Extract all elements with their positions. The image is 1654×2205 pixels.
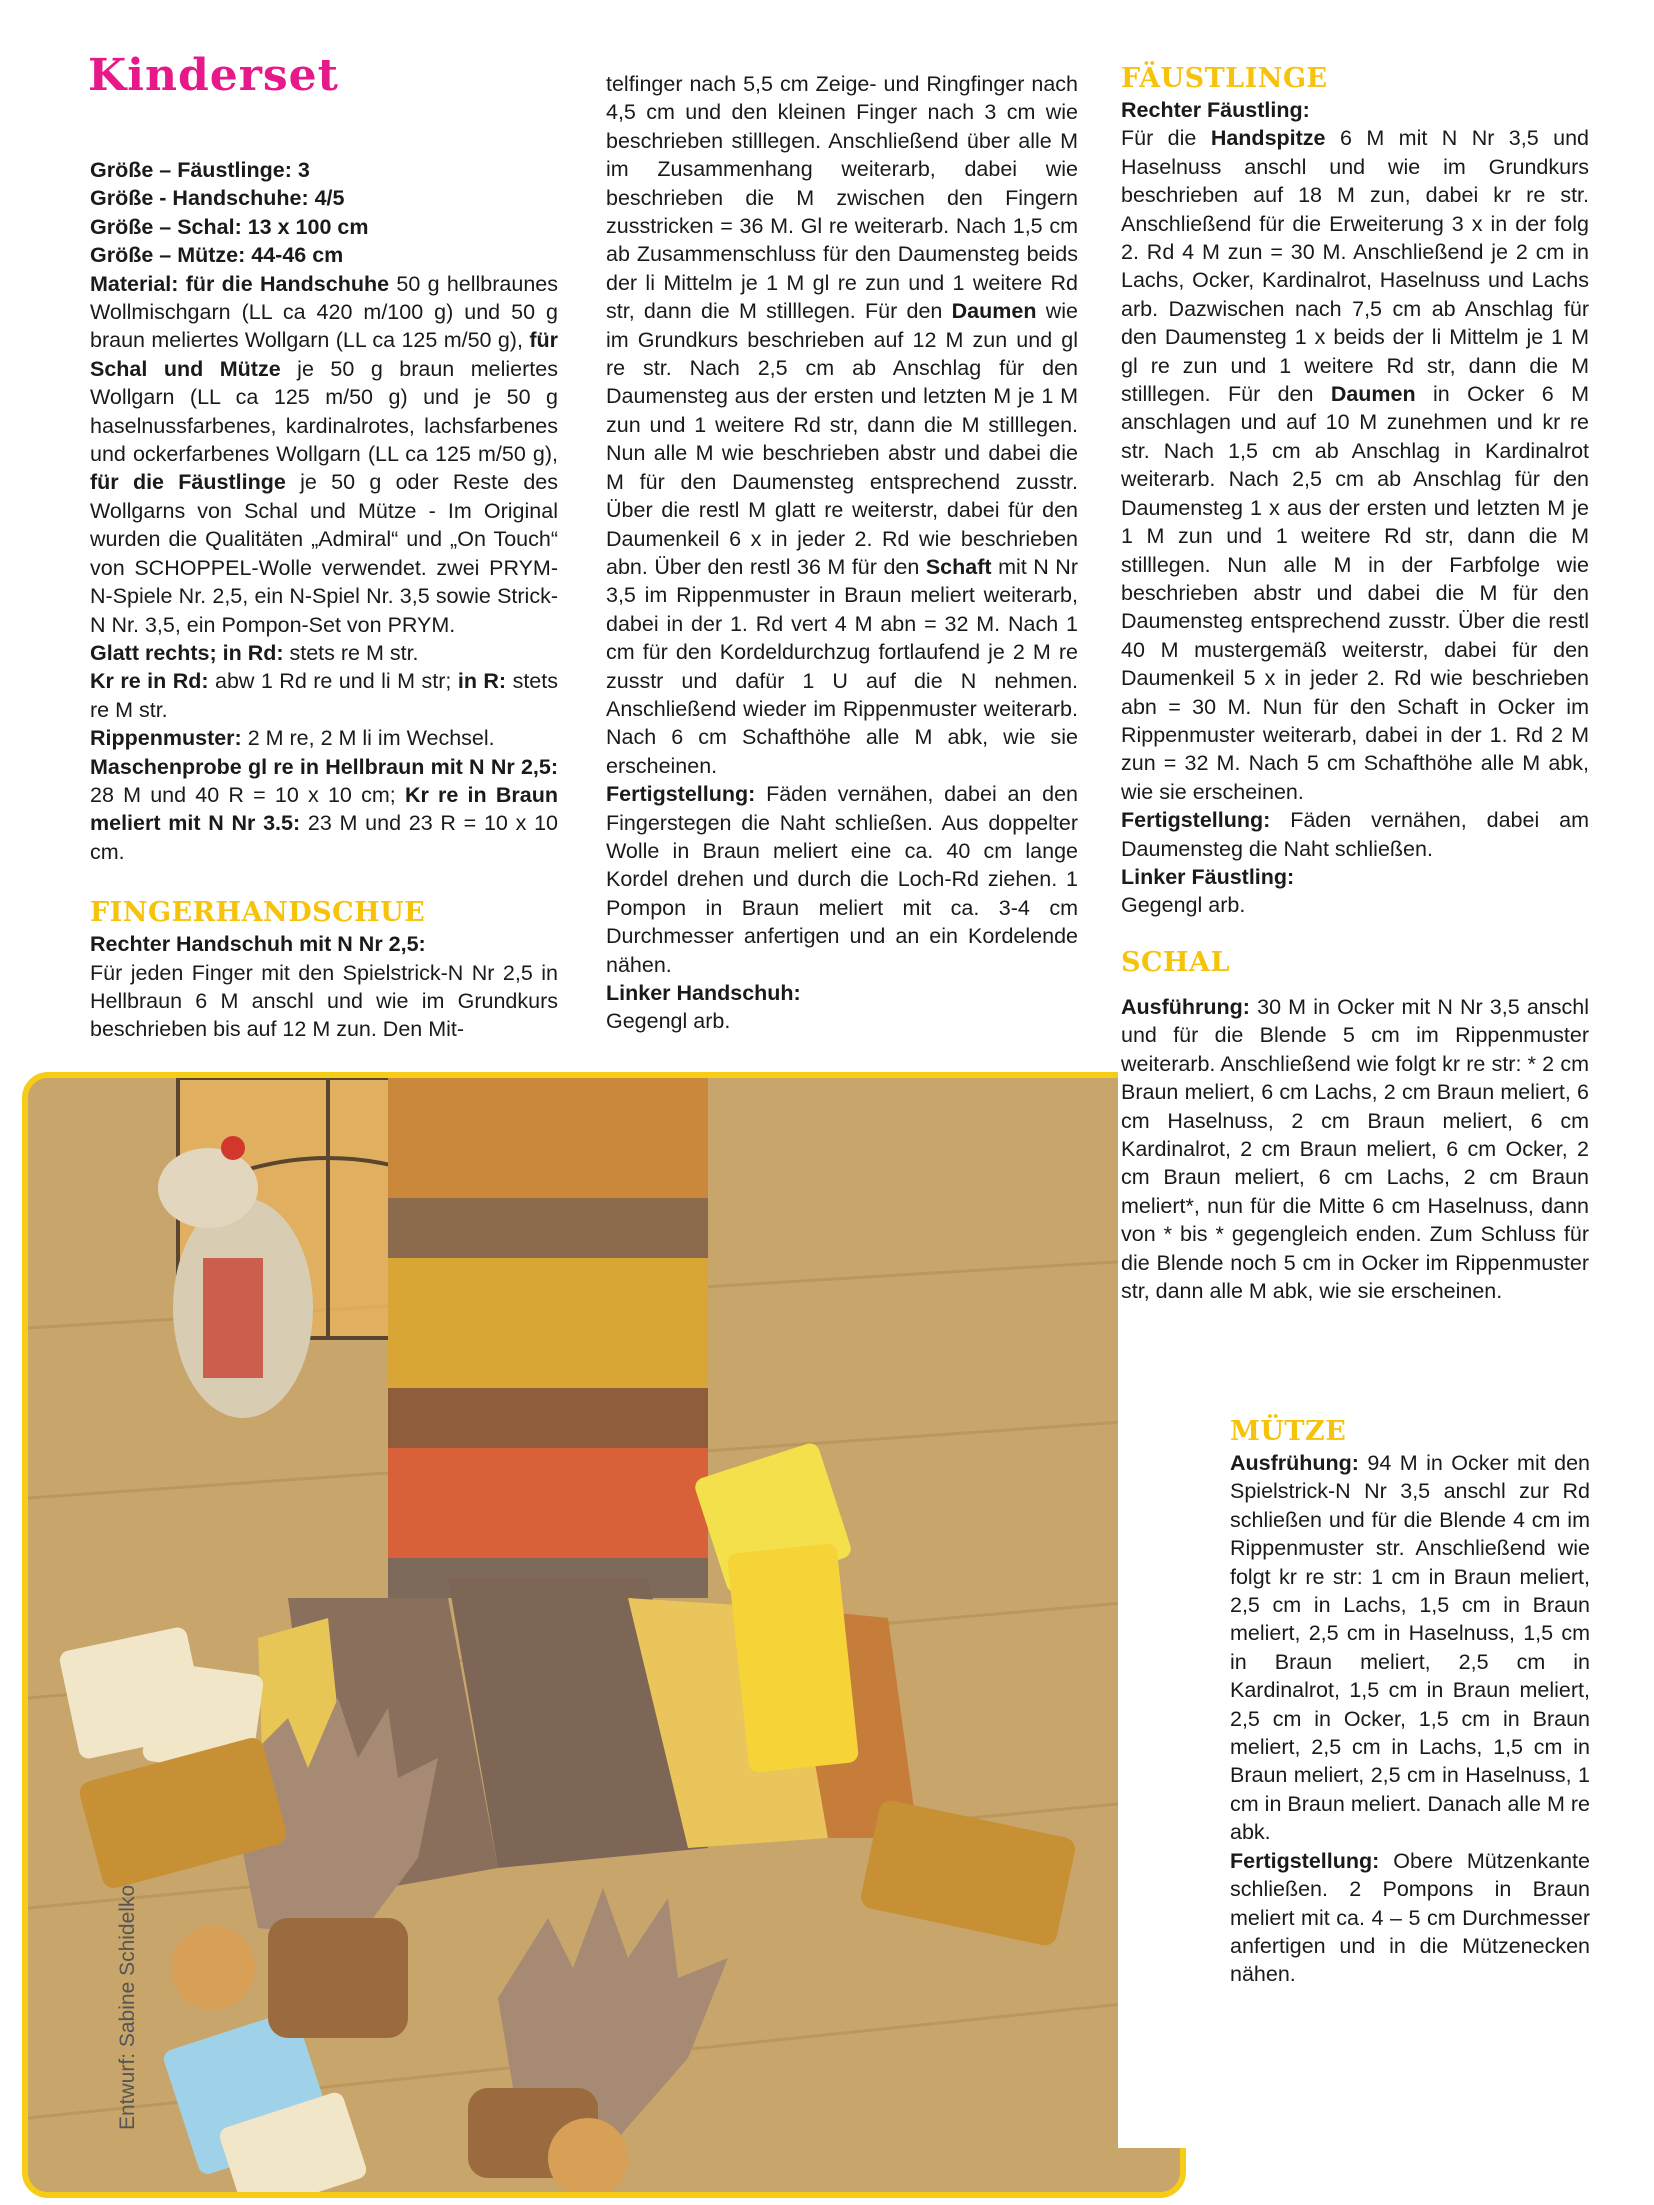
photo-credit: Entwurf: Sabine Schidelko xyxy=(116,1884,139,2130)
linker-handschuh-text: Gegengl arb. xyxy=(606,1009,731,1034)
size-muetze: Größe – Mütze: 44-46 cm xyxy=(90,243,344,268)
section-heading-muetze: MÜTZE xyxy=(1230,1416,1347,1447)
handschuh-fertigstellung: Fertigstellung: Fäden vernähen, dabei an den Fingerstegen die Naht schließen. Aus doppelter Wolle in Braun meliert eine ca. 40 cm lange Kordel drehen und durch die Loch-Rd ziehen. 1 Pompon in Braun meliert mit ca. 3-4 cm Durchmesser anfertigen und an ein Kordelende nähen. xyxy=(606,782,1078,977)
schal-block xyxy=(1121,993,1589,1305)
glatt-rechts: Glatt rechts; in Rd: stets re M str. xyxy=(90,640,419,665)
column-2 xyxy=(606,70,1078,1036)
size-faeustlinge: Größe – Fäustlinge: 3 xyxy=(90,158,310,182)
linker-faeustling-text: Gegengl arb. xyxy=(1121,893,1246,918)
size-handschuhe: Größe - Handschuhe: 4/5 xyxy=(90,186,345,211)
kraus-rechts: Kr re in Rd: abw 1 Rd re und li M str; in R: stets re M str. xyxy=(90,669,558,722)
section-heading-faeustlinge: FÄUSTLINGE xyxy=(1121,63,1328,94)
product-photo xyxy=(22,1072,1186,2198)
size-schal: Größe – Schal: 13 x 100 cm xyxy=(90,214,369,239)
maschenprobe: Maschenprobe gl re in Hellbraun mit N Nr 2,5: 28 M und 40 R = 10 x 10 cm; Kr re in Braun meliert mit N Nr 3.5: 23 M und 23 R = 10 x 10 cm. xyxy=(90,754,558,864)
column-1 xyxy=(90,156,558,1044)
subheading-rechter-faeustling: Rechter Fäustling: xyxy=(1121,98,1310,122)
muetze-block xyxy=(1230,1415,1590,1989)
page-title: Kinderset xyxy=(88,50,339,101)
schal-paragraph: Ausführung: 30 M in Ocker mit N Nr 3,5 anschl und für die Blende 5 cm im Rippenmuster weiterarb. Anschließend wie folgt kr re str: * 2 cm Braun meliert, 6 cm Lachs, 2 cm Braun meliert, 6 cm Haselnuss, 2 cm Braun meliert, 6 cm Kardinalrot, 2 cm Braun meliert, 6 cm Ocker, 2 cm Braun meliert, 6 cm Lachs, 2 cm Braun meliert*, nun für die Mitte 6 cm Haselnuss, dann von * bis * gegengleich enden. Zum Schluss für die Blende noch 5 cm in Ocker im Rippenmuster str, dann alle M abk, wie sie erscheinen. xyxy=(1121,995,1589,1304)
subheading-linker-handschuh: Linker Handschuh: xyxy=(606,981,801,1005)
finger-paragraph: Für jeden Finger mit den Spielstrick-N Nr 2,5 in Hellbraun 6 M anschl und wie im Grundkurs beschrieben bis auf 12 M zun. Den Mit- xyxy=(90,960,558,1042)
muetze-fertigstellung: Fertigstellung: Obere Mützenkante schließen. 2 Pompons in Braun meliert mit ca. 4 – 5 cm Durchmesser anfertigen und in die Mützenecken nähen. xyxy=(1230,1848,1590,1987)
rippenmuster: Rippenmuster: 2 M re, 2 M li im Wechsel. xyxy=(90,726,495,751)
material-paragraph: Material: für die Handschuhe 50 g hellbraunes Wollmischgarn (LL ca 420 m/100 g) und 50 g braun meliertes Wollgarn (LL ca 125 m/50 g), für Schal und Mütze je 50 g braun meliertes Wollgarn (LL ca 125 m/50 g) und je 50 g haselnussfarbenes, kardinalrotes, lachsfarbenes und ockerfarbenes Wollgarn (LL ca 125 m/50 g), für die Fäustlinge je 50 g oder Reste des Wollgarns von Schal und Mütze - Im Original wurden die Qualitäten „Admiral“ und „On Touch“ von SCHOPPEL-Wolle verwendet. zwei PRYM-N-Spiele Nr. 2,5, ein N-Spiel Nr. 3,5 sowie Strick-N Nr. 3,5, ein Pompon-Set von PRYM. xyxy=(90,271,558,637)
muetze-paragraph: Ausfrühung: 94 M in Ocker mit den Spielstrick-N Nr 3,5 anschl zur Rd schließen und für die Blende 4 cm im Rippenmuster str. Anschließend wie folgt kr re str: 1 cm in Braun meliert, 2,5 cm in Lachs, 1,5 cm in Braun meliert, 2,5 cm in Haselnuss, 1,5 cm in Braun meliert, 2,5 cm in Kardinalrot, 1,5 cm in Braun meliert, 2,5 cm in Ocker, 1,5 cm in Braun meliert, 2,5 cm in Lachs, 1,5 cm in Braun meliert, 2,5 cm in Haselnuss, 1 cm in Braun meliert. Danach alle M re abk. xyxy=(1230,1451,1590,1845)
subheading-linker-faeustling: Linker Fäustling: xyxy=(1121,864,1295,889)
column-3 xyxy=(1121,62,1589,980)
section-heading-schal: SCHAL xyxy=(1121,946,1230,978)
faeustling-paragraph: Für die Handspitze 6 M mit N Nr 3,5 und Haselnuss anschl und wie im Grundkurs beschrieben auf 18 M zun, dabei kr re str. Anschließend für die Erweiterung 3 x in der folg 2. Rd 4 M zun = 30 M. Anschließend je 2 cm in Lachs, Ocker, Kardinalrot, Haselnuss und Lachs arb. Dazwischen nach 7,5 cm ab Anschlag für den Daumensteg 1 x beids der li Mittelm je 1 M gl re zun und 1 weitere Rd str, dann die M stilllegen. Für den Daumen in Ocker 6 M anschlagen und auf 10 M zunehmen und kr re str. Nach 1,5 cm ab Anschlag in Kardinalrot weiterarb. Nach 2,5 cm ab Anschlag für den Daumensteg 1 x aus der ersten und letzten M je 1 M zun und 1 weitere Rd str, dann die M stilllegen. Nun alle M in der Farbfolge wie beschrieben abstr und dabei die M für den Daumensteg entsprechend zusstr. Über die restl 40 M mustergemäß weiterstr, dabei für den Daumenkeil 5 x in jeder 2. Rd wie beschrieben abn = 30 M. Nun für den Schaft in Ocker im Rippenmuster weiterarb, dabei in der 1. Rd 2 M zun = 32 M. Nach 5 cm Schafthöhe alle M abk, wie sie erscheinen. xyxy=(1121,126,1589,804)
handschuh-paragraph: telfinger nach 5,5 cm Zeige- und Ringfinger nach 4,5 cm und den kleinen Finger nach 3 cm wie beschrieben stilllegen. Anschließend über alle M im Zusammenhang weiterarb, dabei wie beschrieben die M zwischen den Fingern zusstricken = 36 M. Gl re weiterarb. Nach 1,5 cm ab Zusammenschluss für den Daumensteg beids der li Mittelm je 1 M gl re zun und 1 weitere Rd str, dann die M stilllegen. Für den Daumen wie im Grundkurs beschrieben auf 12 M zun und gl re str. Nach 2,5 cm ab Anschlag für den Daumensteg aus der ersten und letzten M je 1 M zun und 1 weitere Rd str, dann die M stilllegen. Nun alle M wie beschrieben abstr und dabei die M für den Daumensteg entsprechend zusstr. Über die restl M glatt re weiterstr, dabei für den Daumenkeil 6 x in jeder 2. Rd wie beschrieben abn. Über den restl 36 M für den Schaft mit N Nr 3,5 im Rippenmuster in Braun meliert weiterarb, dabei in der 1. Rd vert 4 M abn = 32 M. Nach 1 cm für den Kordeldurchzug fortlaufend je 2 M re zusstr und dafür 1 U auf die N nehmen. Anschließend wieder im Rippenmuster weiterarb. Nach 6 cm Schafthöhe alle M abk, wie sie erscheinen. xyxy=(606,72,1078,778)
section-heading-fingerhandschue: FINGERHANDSCHUE xyxy=(90,897,426,929)
faeustling-fertigstellung: Fertigstellung: Fäden vernähen, dabei am Daumensteg die Naht schließen. xyxy=(1121,808,1589,861)
subheading-rechter-handschuh: Rechter Handschuh mit N Nr 2,5: xyxy=(90,932,426,957)
